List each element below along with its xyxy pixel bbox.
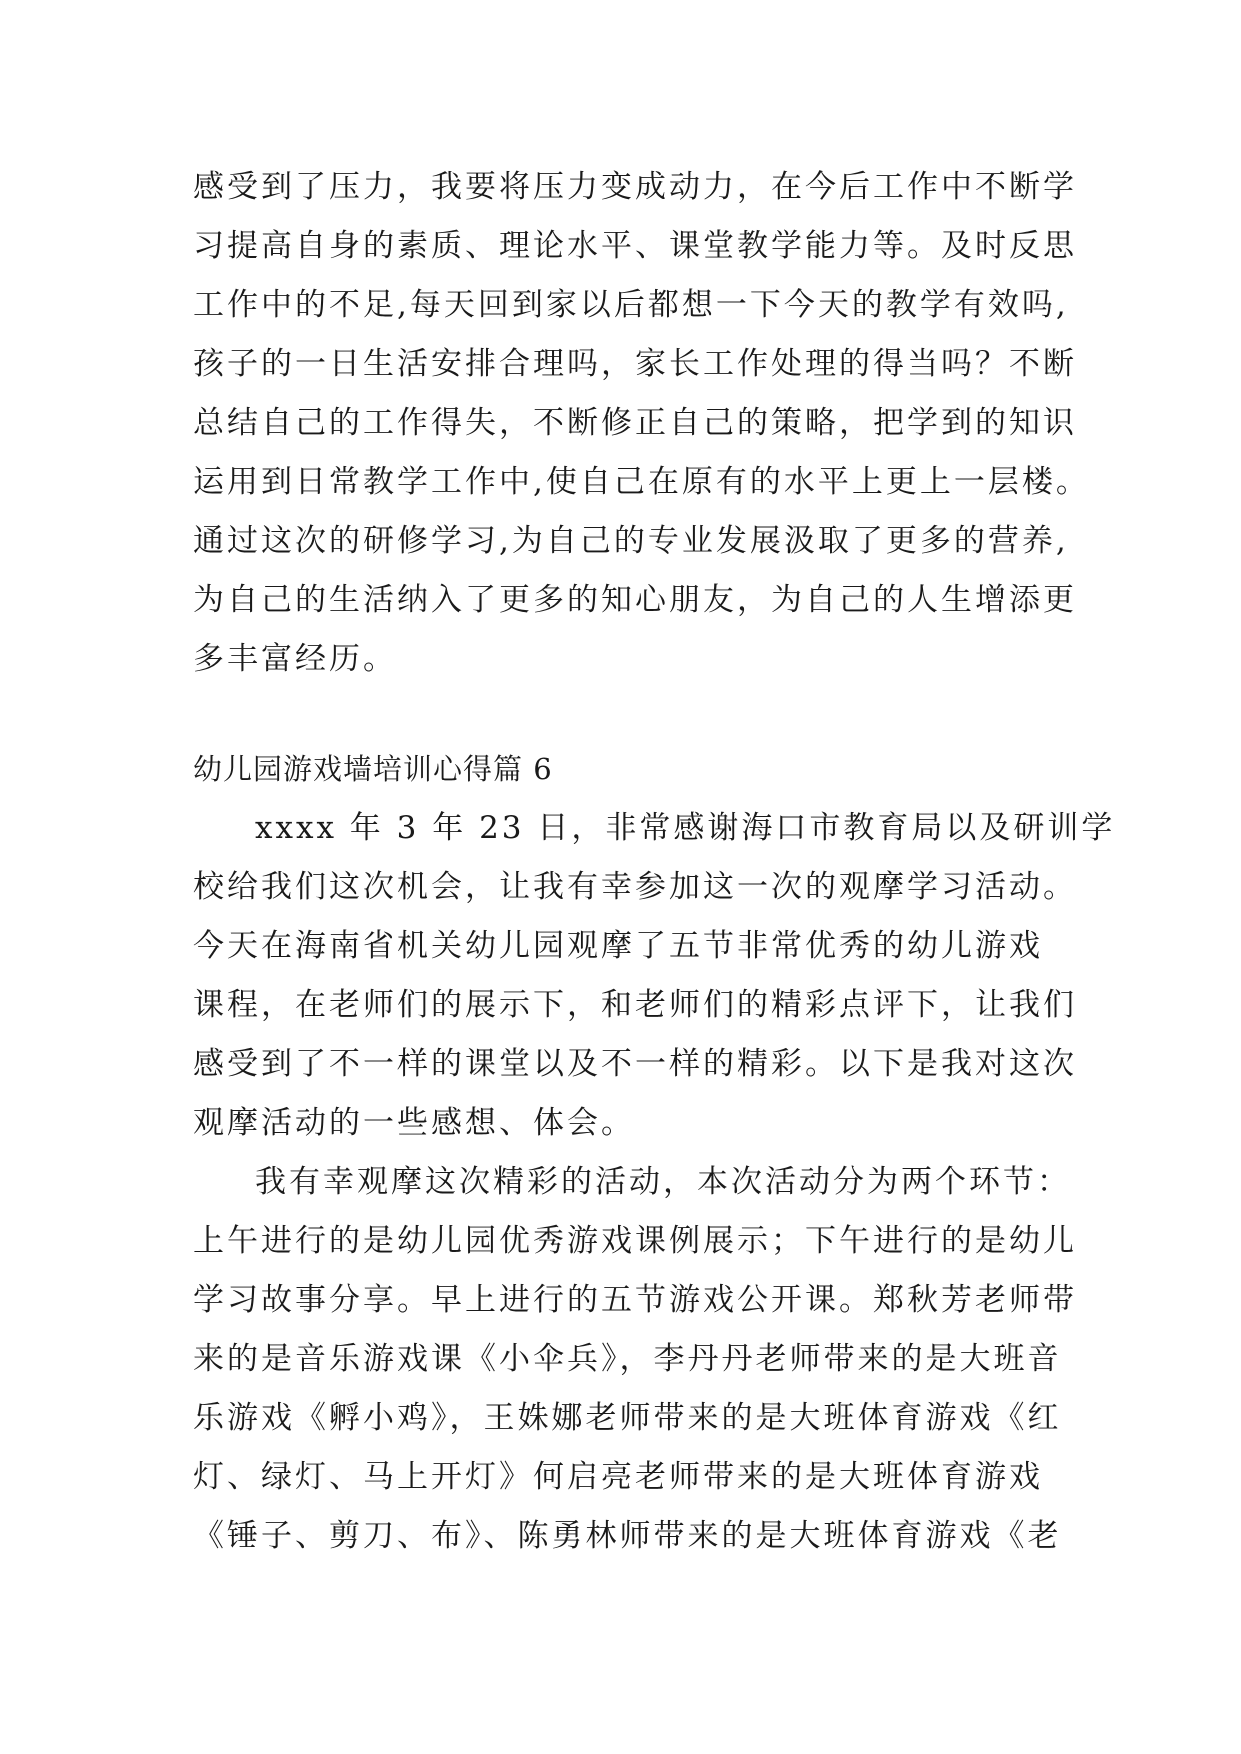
text-line: 感受到了压力，我要将压力变成动力，在今后工作中不断学 [193, 169, 1077, 205]
text-line: 孩子的一日生活安排合理吗，家长工作处理的得当吗？不断 [193, 346, 1077, 382]
text-line: 学习故事分享。早上进行的五节游戏公开课。郑秋芳老师带 [193, 1282, 1077, 1318]
text-line: 课程，在老师们的展示下，和老师们的精彩点评下，让我们 [193, 987, 1077, 1023]
text-line: 我有幸观摩这次精彩的活动，本次活动分为两个环节： [255, 1164, 1071, 1200]
text-line: 为自己的生活纳入了更多的知心朋友，为自己的人生增添更 [193, 582, 1077, 618]
text-line: 《锤子、剪刀、布》、陈勇林师带来的是大班体育游戏《老 [193, 1518, 1062, 1554]
continued-paragraph [193, 158, 1093, 689]
text-line: 校给我们这次机会，让我有幸参加这一次的观摩学习活动。 [193, 869, 1077, 905]
text-line: 感受到了不一样的课堂以及不一样的精彩。以下是我对这次 [193, 1046, 1077, 1082]
text-line: 通过这次的研修学习,为自己的专业发展汲取了更多的营养, [193, 523, 1069, 559]
text-line: 工作中的不足,每天回到家以后都想一下今天的教学有效吗, [193, 287, 1069, 323]
text-line: xxxx 年 3 年 23 日，非常感谢海口市教育局以及研训学 [255, 810, 1116, 846]
paragraph-2 [193, 1153, 1093, 1566]
text-line: 多丰富经历。 [193, 641, 397, 677]
text-line: 上午进行的是幼儿园优秀游戏课例展示；下午进行的是幼儿 [193, 1223, 1077, 1259]
section-heading: 幼儿园游戏墙培训心得篇 6 [193, 752, 553, 786]
paragraph-1 [193, 799, 1116, 1153]
section-6 [193, 740, 1116, 1566]
text-line: 今天在海南省机关幼儿园观摩了五节非常优秀的幼儿游戏 [193, 928, 1043, 964]
text-line: 习提高自身的素质、理论水平、课堂教学能力等。及时反思 [193, 228, 1077, 264]
text-line: 灯、绿灯、马上开灯》何启亮老师带来的是大班体育游戏 [193, 1459, 1043, 1495]
text-line: 乐游戏《孵小鸡》，王姝娜老师带来的是大班体育游戏《红 [193, 1400, 1062, 1436]
text-line: 总结自己的工作得失，不断修正自己的策略，把学到的知识 [193, 405, 1077, 441]
text-line: 运用到日常教学工作中,使自己在原有的水平上更上一层楼。 [193, 464, 1090, 500]
text-line: 来的是音乐游戏课《小伞兵》，李丹丹老师带来的是大班音 [193, 1341, 1062, 1377]
text-line: 观摩活动的一些感想、体会。 [193, 1105, 635, 1141]
